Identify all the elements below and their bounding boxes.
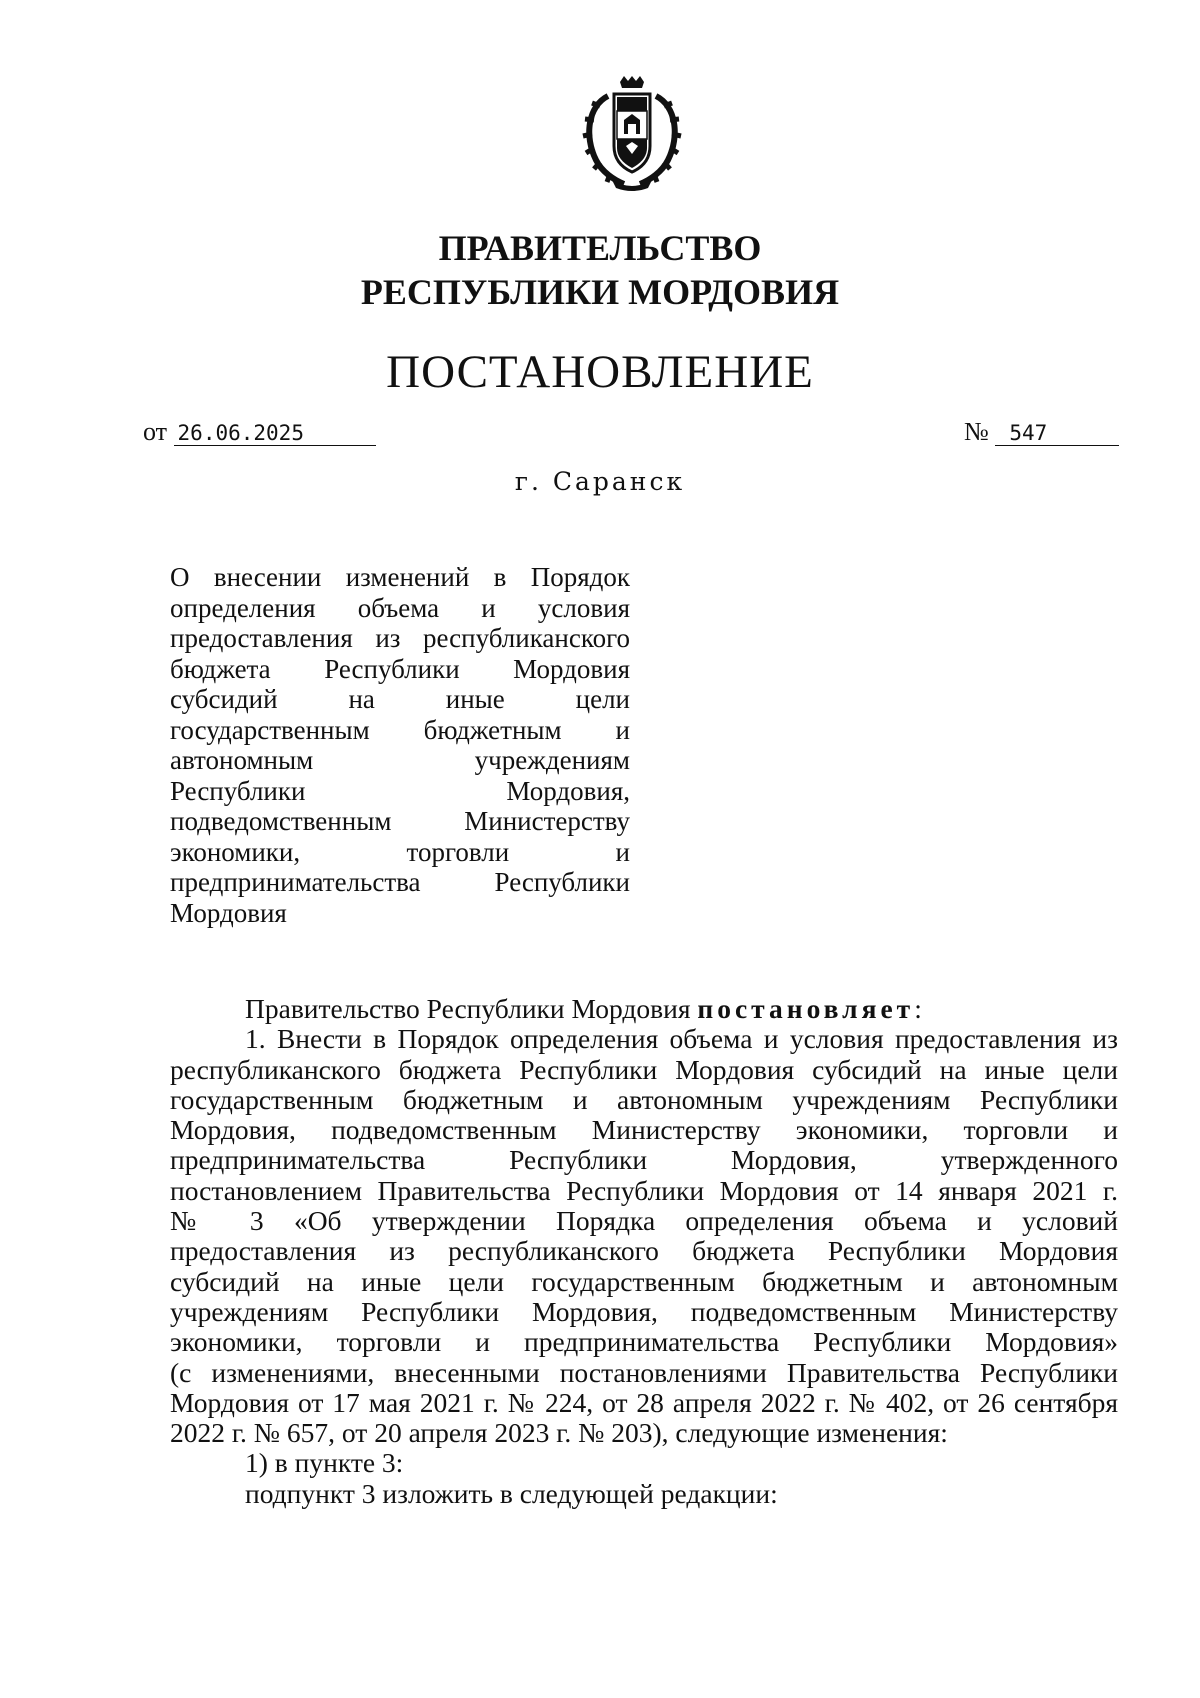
organization-title-line-2: РЕСПУБЛИКИ МОРДОВИЯ bbox=[360, 272, 840, 312]
item1-line: Мордовия от 17 мая 2021 г. № 224, от 28 апреля 2022 г. № 402, от 26 сентября bbox=[170, 1386, 1118, 1418]
document-type-title: ПОСТАНОВЛЕНИЕ bbox=[386, 346, 814, 398]
subitem-1: 1) в пункте 3: bbox=[245, 1447, 404, 1479]
subject-line: Мордовия bbox=[170, 897, 287, 928]
item1-line: предоставления из республиканского бюджета Республики Мордовия bbox=[170, 1235, 1118, 1267]
subject-line: определения объема и условия bbox=[170, 592, 630, 623]
item1-line: государственным бюджетным и автономным учреждениям Республики bbox=[170, 1083, 1118, 1115]
intro-end: : bbox=[914, 993, 922, 1024]
item1-line: (с изменениями, внесенными постановлениями Правительства Республики bbox=[170, 1356, 1118, 1388]
item1-line: учреждениям Республики Мордовия, подведомственным Министерству bbox=[170, 1295, 1118, 1327]
subject-line: предпринимательства Республики bbox=[170, 867, 630, 897]
item1-line: предпринимательства Республики Мордовия, утвержденного bbox=[170, 1144, 1118, 1176]
number-value: 547 bbox=[995, 421, 1119, 446]
document-date bbox=[143, 417, 376, 447]
item1-line: постановлением Правительства Республики Мордовия от 14 января 2021 г. bbox=[170, 1174, 1118, 1206]
item1-line: 1. Внести в Порядок определения объема и условия предоставления из bbox=[245, 1023, 1118, 1055]
item1-line: № 3 «Об утверждении Порядка определения объема и условий bbox=[170, 1205, 1118, 1237]
subject-line: Республики Мордовия, bbox=[170, 775, 630, 806]
city-line: г. Саранск bbox=[514, 467, 686, 496]
document-subject bbox=[170, 562, 630, 928]
date-prefix: от bbox=[143, 417, 168, 446]
document-number bbox=[964, 417, 1119, 447]
subject-line: предоставления из республиканского bbox=[170, 623, 630, 653]
item1-line: республиканского бюджета Республики Мордовия субсидий на иные цели bbox=[170, 1053, 1118, 1085]
subject-line: экономики, торговли и bbox=[170, 836, 630, 867]
date-value: 26.06.2025 bbox=[174, 421, 376, 446]
subject-line: автономным учреждениям bbox=[170, 745, 630, 775]
subitem-1-text: подпункт 3 изложить в следующей редакции: bbox=[245, 1477, 778, 1509]
subject-line: бюджета Республики Мордовия bbox=[170, 653, 630, 684]
organization-title-line-1: ПРАВИТЕЛЬСТВО bbox=[438, 228, 762, 268]
coat-of-arms-emblem bbox=[578, 76, 686, 194]
intro-paragraph bbox=[170, 994, 1118, 1024]
subject-line: О внесении изменений в Порядок bbox=[170, 562, 630, 592]
intro-text: Правительство Республики Мордовия bbox=[245, 993, 691, 1024]
item1-line: 2022 г. № 657, от 20 апреля 2023 г. № 203), следующие изменения: bbox=[170, 1417, 948, 1449]
intro-keyword: постановляет bbox=[697, 993, 915, 1024]
item1-line: Мордовия, подведомственным Министерству экономики, торговли и bbox=[170, 1114, 1118, 1146]
subject-line: субсидий на иные цели bbox=[170, 684, 630, 714]
number-prefix: № bbox=[964, 417, 989, 446]
item1-line: субсидий на иные цели государственным бюджетным и автономным bbox=[170, 1265, 1118, 1297]
document-body bbox=[170, 994, 1118, 1509]
subject-line: подведомственным Министерству bbox=[170, 806, 630, 836]
item1-line: экономики, торговли и предпринимательства Республики Мордовия» bbox=[170, 1326, 1118, 1358]
organization-title bbox=[0, 226, 1200, 314]
subject-line: государственным бюджетным и bbox=[170, 714, 630, 745]
